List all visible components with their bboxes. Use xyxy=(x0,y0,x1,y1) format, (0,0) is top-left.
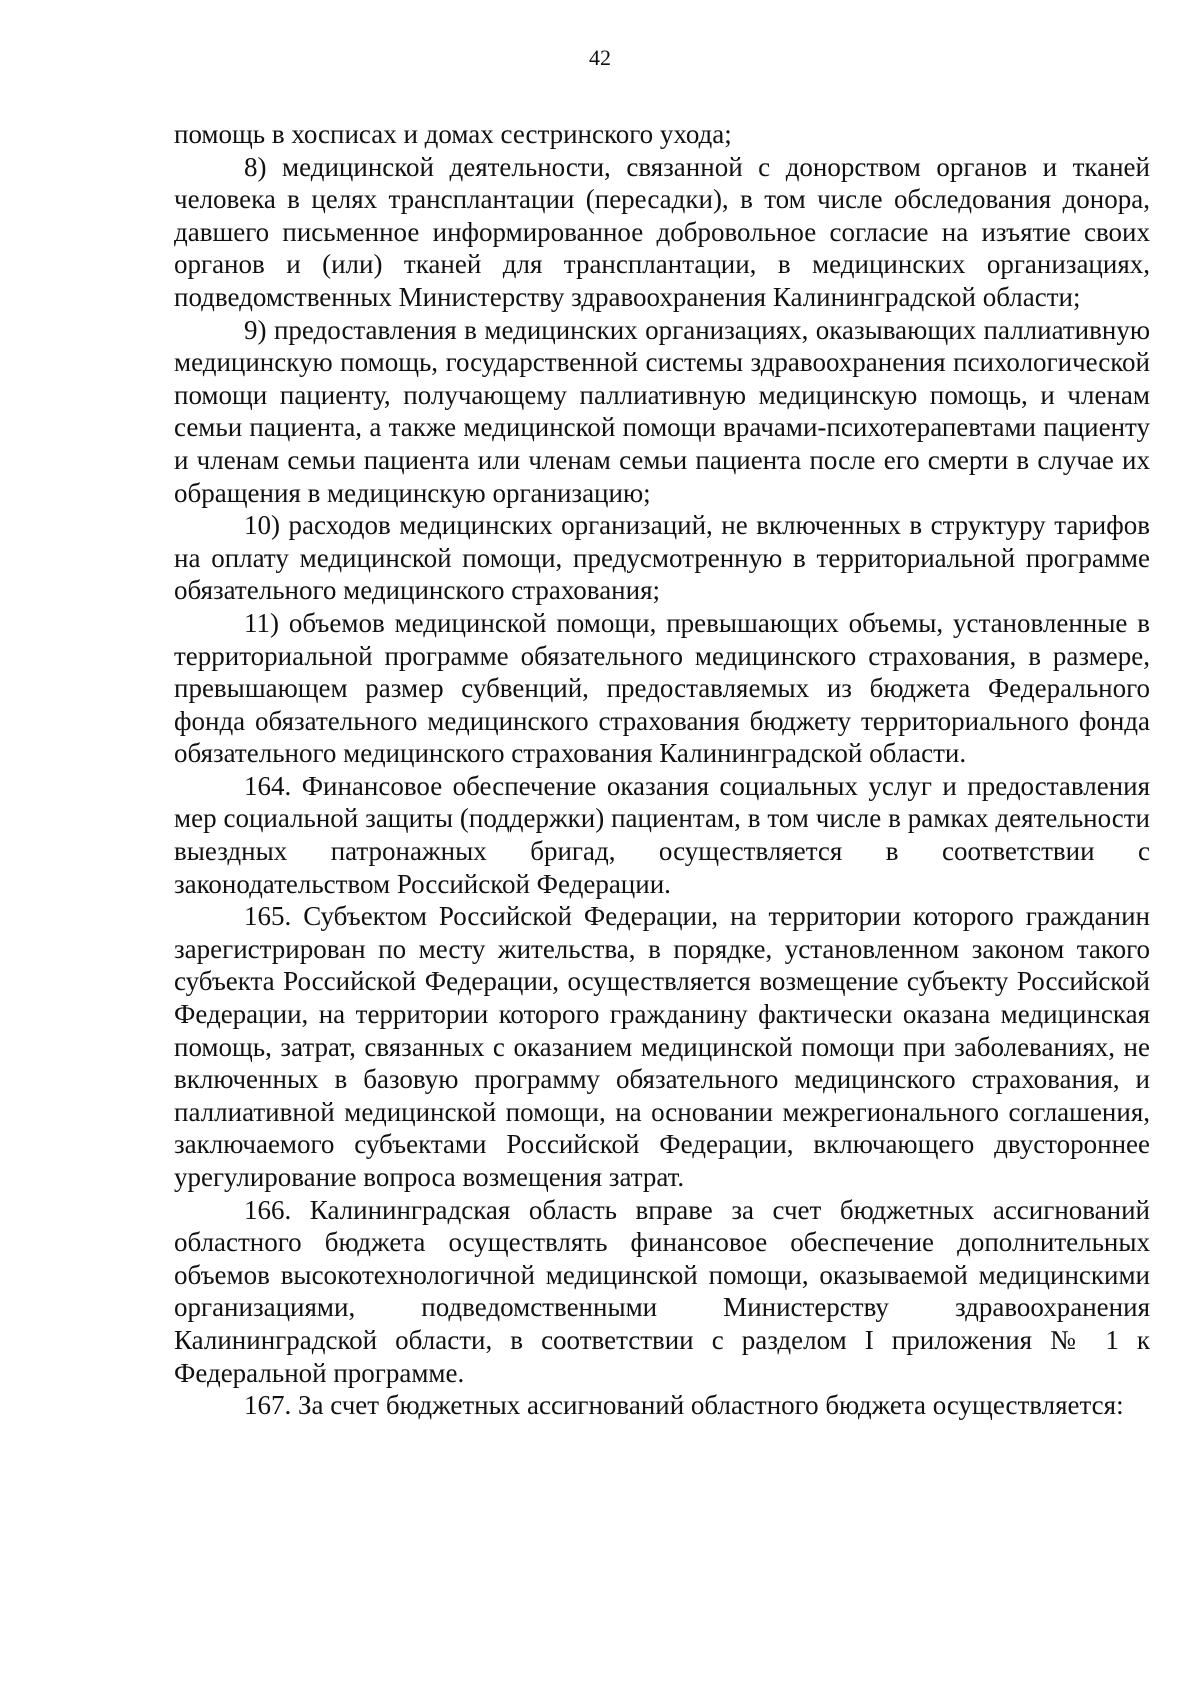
paragraph-section-164: 164. Финансовое обеспечение оказания социальных услуг и предоставления мер социальной защиты (поддержки) пациентам, в том числе в рамках деятельности выездных патронажных бригад, осуществляется в соответствии с законодательством Российской Федерации. xyxy=(174,770,1150,899)
paragraph-section-167: 167. За счет бюджетных ассигнований областного бюджета осуществляется: xyxy=(244,1390,1124,1421)
paragraph-item-9: 9) предоставления в медицинских организациях, оказывающих паллиативную медицинскую помощь, государственной системы здравоохранения психологической помощи пациенту, получающему паллиативную медицинскую помощь, и членам семьи пациента, а также медицинской помощи врачами-психотерапевтами пациенту и членам семьи пациента или членам семьи пациента после его смерти в случае их обращения в медицинскую организацию; xyxy=(174,314,1150,508)
paragraph-hospice-care: помощь в хосписах и домах сестринского ухода; xyxy=(174,119,732,149)
page-number: 42 xyxy=(589,45,611,70)
paragraph-item-8: 8) медицинской деятельности, связанной с донорством органов и тканей человека в целях трансплантации (пересадки), в том числе обследования донора, давшего письменное информированное добровольное согласие на изъятие своих органов и (или) тканей для трансплантации, в медицинских организациях, подведомственных Министерству здравоохранения Калининградской области; xyxy=(174,151,1150,312)
paragraph-section-165: 165. Субъектом Российской Федерации, на территории которого гражданин зарегистрирован по месту жительства, в порядке, установленном законом такого субъекта Российской Федерации, осуществляется возмещение субъекту Российской Федерации, на территории которого гражданину фактически оказана медицинская помощь, затрат, связанных с оказанием медицинской помощи при заболеваниях, не включенных в базовую программу обязательного медицинского страхования, и паллиативной медицинской помощи, на основании межрегионального соглашения, заключаемого субъектами Российской Федерации, включающего двустороннее урегулирование вопроса возмещения затрат. xyxy=(174,901,1150,1192)
document-body xyxy=(174,118,1150,1422)
paragraph-section-166: 166. Калининградская область вправе за счет бюджетных ассигнований областного бюджета осуществлять финансовое обеспечение дополнительных объемов высокотехнологичной медицинской помощи, оказываемой медицинскими организациями, подведомственными Министерству здравоохранения Калининградской области, в соответствии с разделом I приложения № 1 к Федеральной программе. xyxy=(174,1194,1150,1388)
paragraph-item-10: 10) расходов медицинских организаций, не включенных в структуру тарифов на оплату медицинской помощи, предусмотренную в территориальной программе обязательного медицинского страхования; xyxy=(174,510,1150,606)
paragraph-item-11: 11) объемов медицинской помощи, превышающих объемы, установленные в территориальной программе обязательного медицинского страхования, в размере, превышающем размер субвенций, предоставляемых из бюджета Федерального фонда обязательного медицинского страхования бюджету территориального фонда обязательного медицинского страхования Калининградской области. xyxy=(174,607,1150,769)
